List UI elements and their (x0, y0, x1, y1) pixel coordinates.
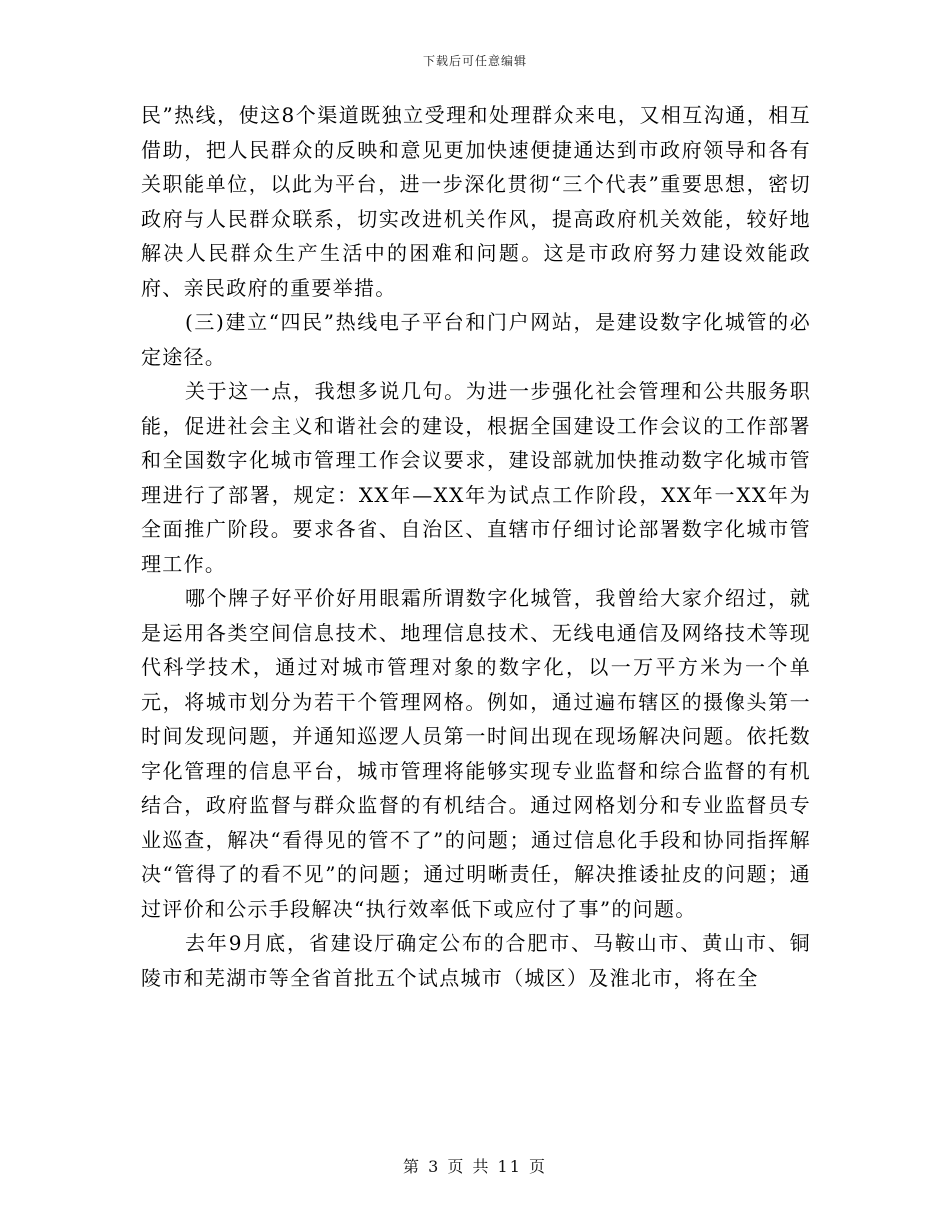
paragraph: 哪个牌子好平价好用眼霜所谓数字化城管，我曾给大家介绍过，就是运用各类空间信息技术、地理信息技术、无线电通信及网络技术等现代科学技术，通过对城市管理对象的数字化，以一万平方米为一个单元，将城市划分为若干个管理网格。例如，通过遍布辖区的摄像头第一时间发现问题，并通知巡逻人员第一时间出现在现场解决问题。依托数字化管理的信息平台，城市管理将能够实现专业监督和综合监督的有机结合，政府监督与群众监督的有机结合。通过网格划分和专业监督员专业巡查，解决“看得见的管不了”的问题；通过信息化手段和协同指挥解决“管得了的看不见”的问题；通过明晰责任，解决推诿扯皮的问题；通过评价和公示手段解决“执行效率低下或应付了事”的问题。 (141, 586, 811, 921)
document-body (141, 98, 811, 995)
paragraph: 去年9月底，省建设厅确定公布的合肥市、马鞍山市、黄山市、铜陵市和芜湖市等全省首批五个试点城市（城区）及淮北市，将在全 (141, 931, 811, 990)
page-header-note: 下载后可任意编辑 (422, 54, 527, 68)
paragraph: 民”热线，使这8个渠道既独立受理和处理群众来电，又相互沟通，相互借助，把人民群众的反映和意见更加快速便捷通达到市政府领导和各有关职能单位，以此为平台，进一步深化贯彻“三个代表”重要思想，密切政府与人民群众联系，切实改进机关作风，提高政府机关效能，较好地解决人民群众生产生活中的困难和问题。这是市政府努力建设效能政府、亲民政府的重要举措。 (141, 103, 811, 300)
paragraph: 关于这一点，我想多说几句。为进一步强化社会管理和公共服务职能，促进社会主义和谐社会的建设，根据全国建设工作会议的工作部署和全国数字化城市管理工作会议要求，建设部就加快推动数字化城市管理进行了部署，规定：XX年—XX年为试点工作阶段，XX年一XX年为全面推广阶段。要求各省、自治区、直辖市仔细讨论部署数字化城市管理工作。 (141, 379, 811, 576)
paragraph: (三)建立“四民”热线电子平台和门户网站，是建设数字化城管的必定途径。 (141, 310, 811, 369)
page-number-footer: 第 3 页 共 11 页 (403, 1157, 547, 1176)
